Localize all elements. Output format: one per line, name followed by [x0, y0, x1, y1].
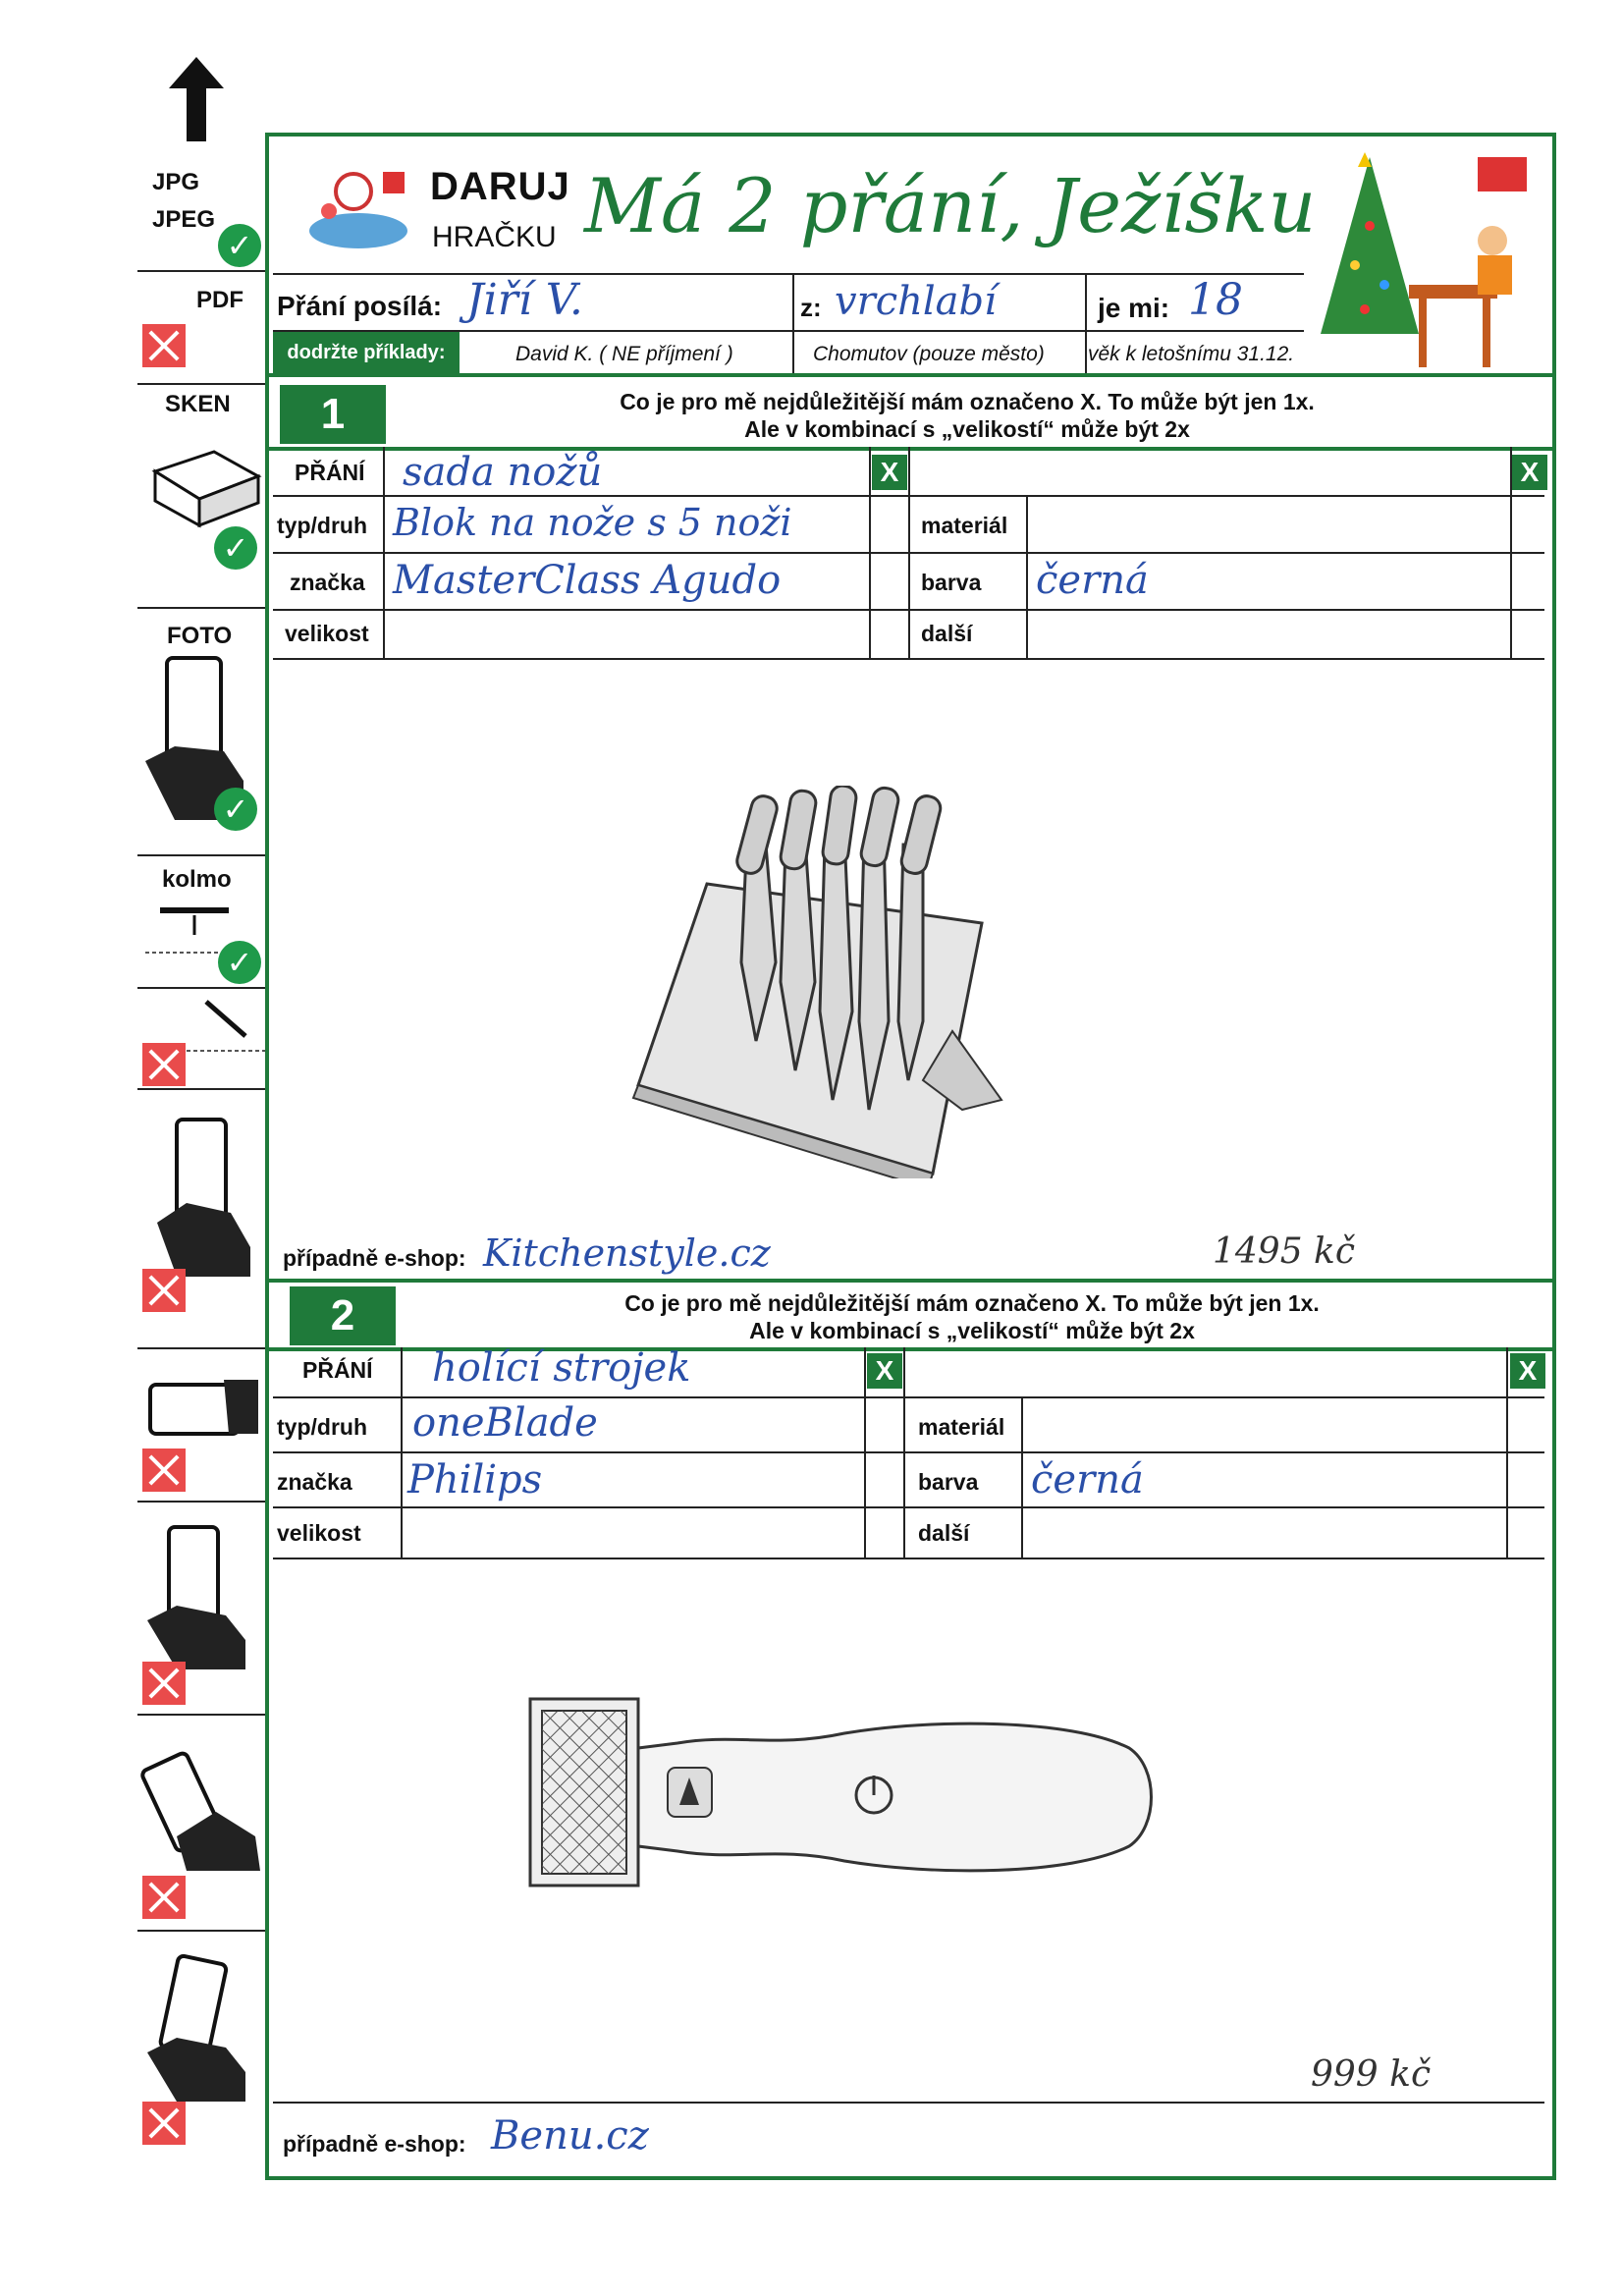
label-barva: barva — [918, 1469, 979, 1495]
wish-note-line2: Ale v kombinací s „velikostí“ může být 2x — [744, 416, 1190, 442]
wish-number: 1 — [280, 385, 386, 444]
label-typ: typ/druh — [277, 513, 367, 538]
phone-hand-icon — [147, 1522, 260, 1669]
cross-icon — [142, 2102, 186, 2145]
age-label: je mi: — [1098, 293, 1170, 323]
age-value: 18 — [1188, 275, 1243, 325]
value-znacka: Philips — [407, 1457, 543, 1503]
cross-icon — [142, 324, 186, 367]
scanner-icon — [145, 432, 263, 530]
x-mark-right: X — [1512, 455, 1547, 490]
check-icon: ✓ — [214, 526, 257, 570]
santa-logo-icon — [304, 157, 422, 255]
phone-hand-icon — [147, 1110, 260, 1277]
label-velikost: velikost — [277, 1520, 361, 1546]
check-icon: ✓ — [214, 788, 257, 831]
value-typ: oneBlade — [412, 1400, 598, 1446]
pdf-label: PDF — [196, 287, 243, 313]
sken-label: SKEN — [165, 391, 231, 417]
wish-note-line1: Co je pro mě nejdůležitější mám označeno X. To může být jen 1x. — [624, 1290, 1320, 1316]
example-name: David K. ( NE příjmení ) — [515, 343, 733, 365]
check-icon: ✓ — [218, 941, 261, 984]
phone-hand-icon — [147, 1954, 260, 2102]
sender-label: Přání posílá: — [277, 291, 443, 321]
example-city: Chomutov (pouze město) — [813, 343, 1045, 365]
label-prani: PŘÁNÍ — [302, 1357, 373, 1383]
cross-icon — [142, 1662, 186, 1705]
label-znacka: značka — [277, 1469, 352, 1495]
foto-label: FOTO — [167, 623, 233, 649]
value-typ: Blok na nože s 5 noži — [393, 501, 792, 544]
wish-note-line1: Co je pro mě nejdůležitější mám označeno X. To může být jen 1x. — [620, 389, 1315, 414]
label-material: materiál — [921, 513, 1008, 538]
logo-hracku: HRAČKU — [432, 221, 557, 253]
wish-number: 2 — [290, 1286, 396, 1345]
phone-landscape-icon — [145, 1375, 263, 1444]
eshop-label: případně e-shop: — [283, 2131, 466, 2157]
x-mark-right: X — [1510, 1353, 1545, 1389]
page-title: Má 2 přání, Ježíšku — [584, 162, 1317, 249]
from-value: vrchlabí — [835, 279, 997, 324]
x-mark-left: X — [872, 455, 907, 490]
value-barva: černá — [1031, 1457, 1144, 1503]
label-znacka: značka — [290, 570, 365, 595]
value-znacka: MasterClass Agudo — [393, 558, 782, 603]
value-barva: černá — [1036, 558, 1149, 603]
cross-icon — [142, 1449, 186, 1492]
arrow-up-icon — [169, 57, 224, 141]
eshop-value: Kitchenstyle.cz — [483, 1231, 771, 1275]
logo-daruj: DARUJ — [430, 165, 570, 208]
price: 1495 kč — [1213, 1231, 1356, 1272]
wish-note-line2: Ale v kombinací s „velikostí“ může být 2x — [749, 1318, 1195, 1343]
christmas-tree-icon — [1311, 147, 1546, 373]
label-typ: typ/druh — [277, 1414, 367, 1440]
label-dalsi: další — [918, 1520, 970, 1546]
eshop-value: Benu.cz — [491, 2113, 649, 2159]
value-prani: sada nožů — [403, 450, 603, 495]
jpeg-label: JPEG — [152, 206, 216, 233]
shaver-drawing — [520, 1689, 1159, 1905]
price: 999 kč — [1311, 2054, 1432, 2095]
jpg-label: JPG — [152, 169, 200, 195]
x-mark-left: X — [867, 1353, 902, 1389]
label-velikost: velikost — [285, 621, 369, 646]
angled-icon — [187, 997, 265, 1056]
check-icon: ✓ — [218, 224, 261, 267]
phone-tilted-icon — [137, 1743, 265, 1871]
from-label: z: — [800, 293, 822, 322]
cross-icon — [142, 1876, 186, 1919]
cross-icon — [142, 1269, 186, 1312]
knife-block-drawing — [628, 786, 1041, 1178]
label-dalsi: další — [921, 621, 973, 646]
example-age: věk k letošnímu 31.12. — [1088, 343, 1295, 365]
eshop-label: případně e-shop: — [283, 1245, 466, 1271]
examples-label: dodržte příklady: — [273, 332, 460, 373]
kolmo-label: kolmo — [162, 866, 232, 893]
label-prani: PŘÁNÍ — [295, 460, 365, 485]
sender-value: Jiří V. — [466, 275, 583, 325]
label-material: materiál — [918, 1414, 1005, 1440]
cross-icon — [142, 1043, 186, 1086]
value-prani: holící strojek — [432, 1345, 691, 1391]
label-barva: barva — [921, 570, 982, 595]
